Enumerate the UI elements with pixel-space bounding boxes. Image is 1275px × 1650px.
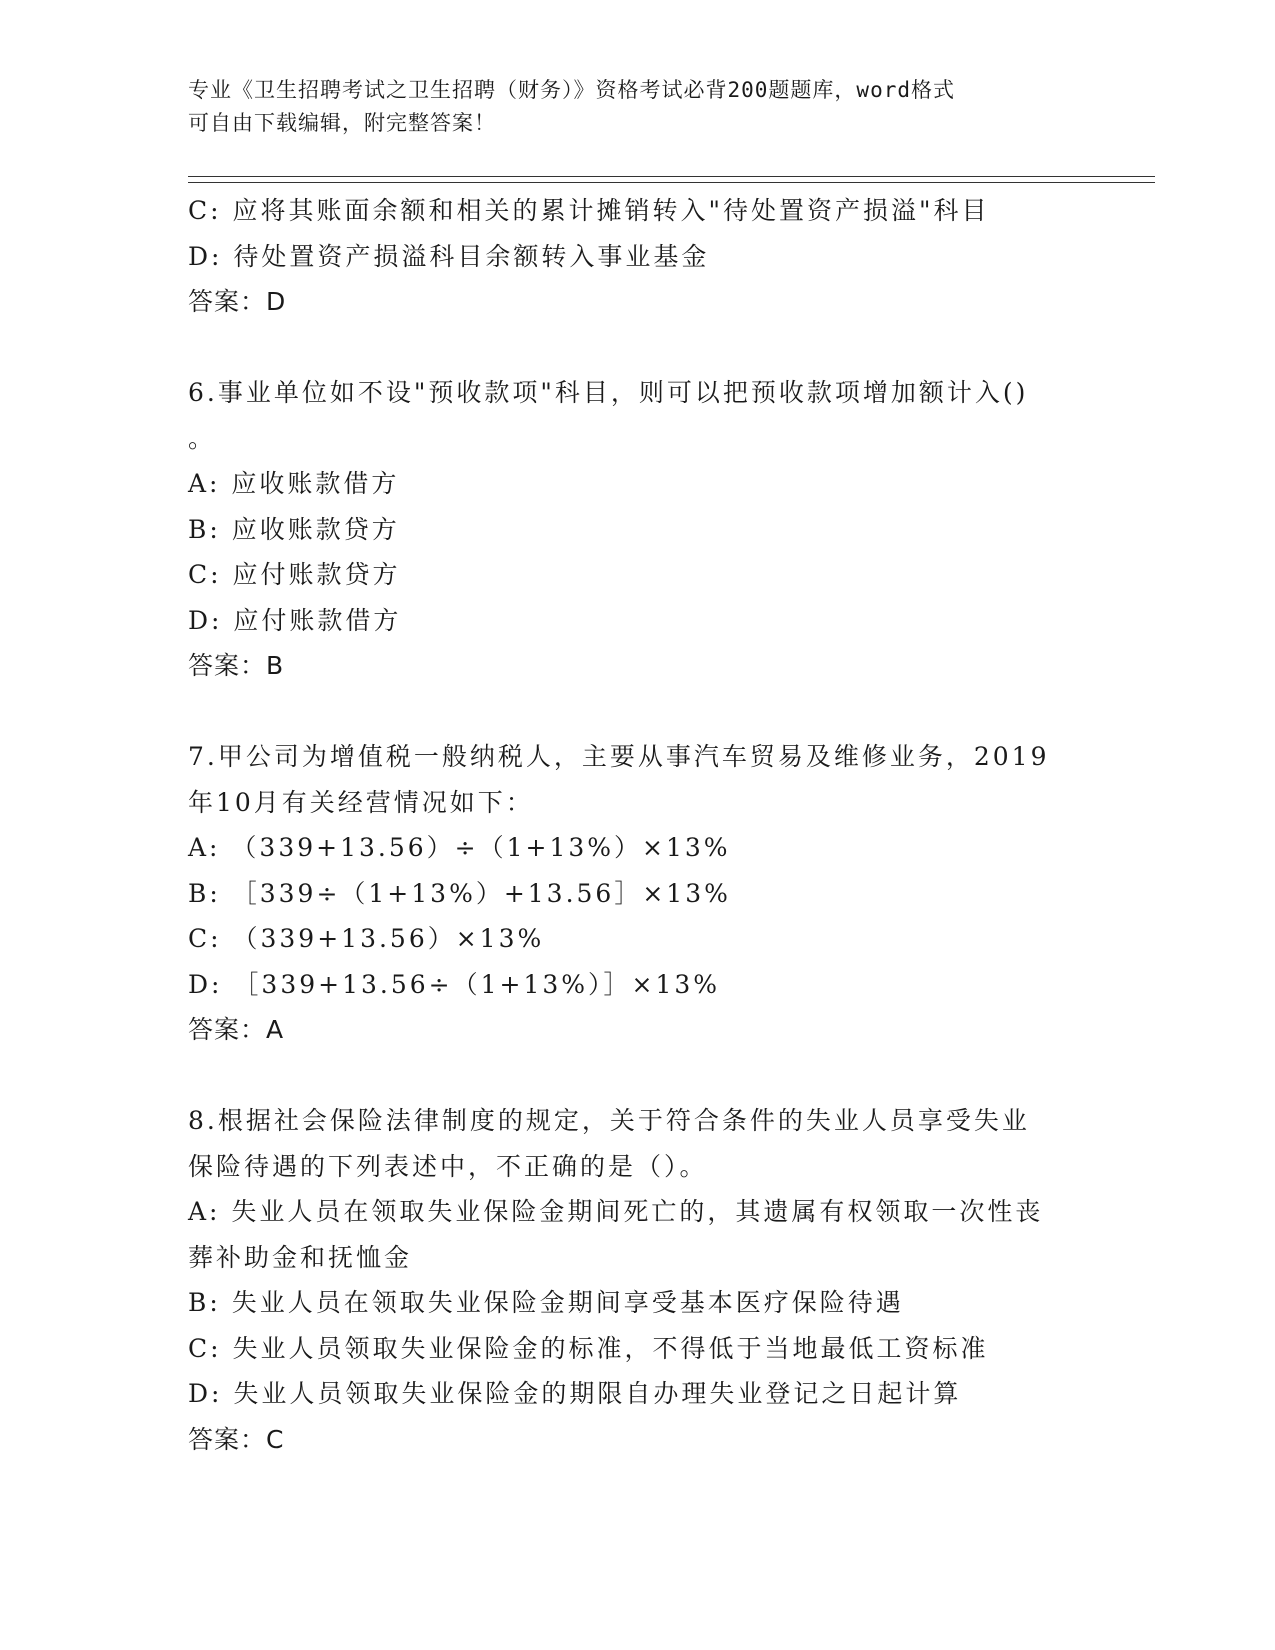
answer-line: 答案：B (188, 651, 285, 680)
option-a-continued: 葬补助金和抚恤金 (188, 1242, 413, 1272)
answer-line: 答案：D (188, 287, 287, 316)
option-b: B: 应收账款贷方 (188, 514, 400, 544)
option-d: D: 失业人员领取失业保险金的期限自办理失业登记之日起计算 (188, 1379, 962, 1408)
spacer (188, 689, 1088, 735)
option-d: D: 应付账款借方 (188, 605, 402, 635)
spacer (188, 325, 1088, 371)
option-a: A: 失业人员在领取失业保险金期间死亡的，其遗属有权领取一次性丧 (188, 1197, 1044, 1226)
question-stem-continued: 保险待遇的下列表述中，不正确的是（）。 (188, 1151, 708, 1181)
option-b: B: ［339÷（1+13%）+13.56］×13% (188, 878, 731, 908)
option-b: B: 失业人员在领取失业保险金期间享受基本医疗保险待遇 (188, 1288, 904, 1317)
question-stem: 8.根据社会保险法律制度的规定，关于符合条件的失业人员享受失业 (188, 1106, 1030, 1135)
option-c: C: 应付账款贷方 (188, 560, 401, 589)
answer-line: 答案：A (188, 1015, 285, 1044)
question-stem-continued: 。 (188, 423, 217, 453)
question-list (188, 188, 1088, 1462)
spacer (188, 1053, 1088, 1099)
option-c: C: （339+13.56）×13% (188, 924, 545, 953)
question-6 (188, 370, 1088, 689)
option-a: A: 应收账款借方 (188, 469, 400, 498)
answer-line: 答案：C (188, 1424, 285, 1454)
header-divider-top (188, 176, 1155, 177)
document-header (188, 74, 1068, 140)
option-c: C: 失业人员领取失业保险金的标准，不得低于当地最低工资标准 (188, 1333, 989, 1363)
option-d: D: ［339+13.56÷（1+13%）］×13% (188, 969, 721, 999)
question-stem: 7.甲公司为增值税一般纳税人，主要从事汽车贸易及维修业务，2019 (188, 742, 1050, 771)
option-d: D: 待处置资产损溢科目余额转入事业基金 (188, 241, 710, 271)
question-stem-continued: 年10月有关经营情况如下： (188, 787, 534, 817)
header-title-line-2: 可自由下载编辑，附完整答案！ (188, 111, 496, 135)
question-8 (188, 1098, 1088, 1462)
header-divider-bottom (188, 182, 1155, 183)
question-7 (188, 734, 1088, 1053)
option-c: C: 应将其账面余额和相关的累计摊销转入"待处置资产损溢"科目 (188, 196, 990, 225)
option-a: A: （339+13.56）÷（1+13%）×13% (188, 833, 731, 862)
question-5-tail (188, 188, 1088, 325)
question-stem: 6.事业单位如不设"预收款项"科目，则可以把预收款项增加额计入() (188, 378, 1029, 407)
header-title-line-1: 专业《卫生招聘考试之卫生招聘（财务）》资格考试必背200题题库，word格式 (188, 78, 955, 102)
